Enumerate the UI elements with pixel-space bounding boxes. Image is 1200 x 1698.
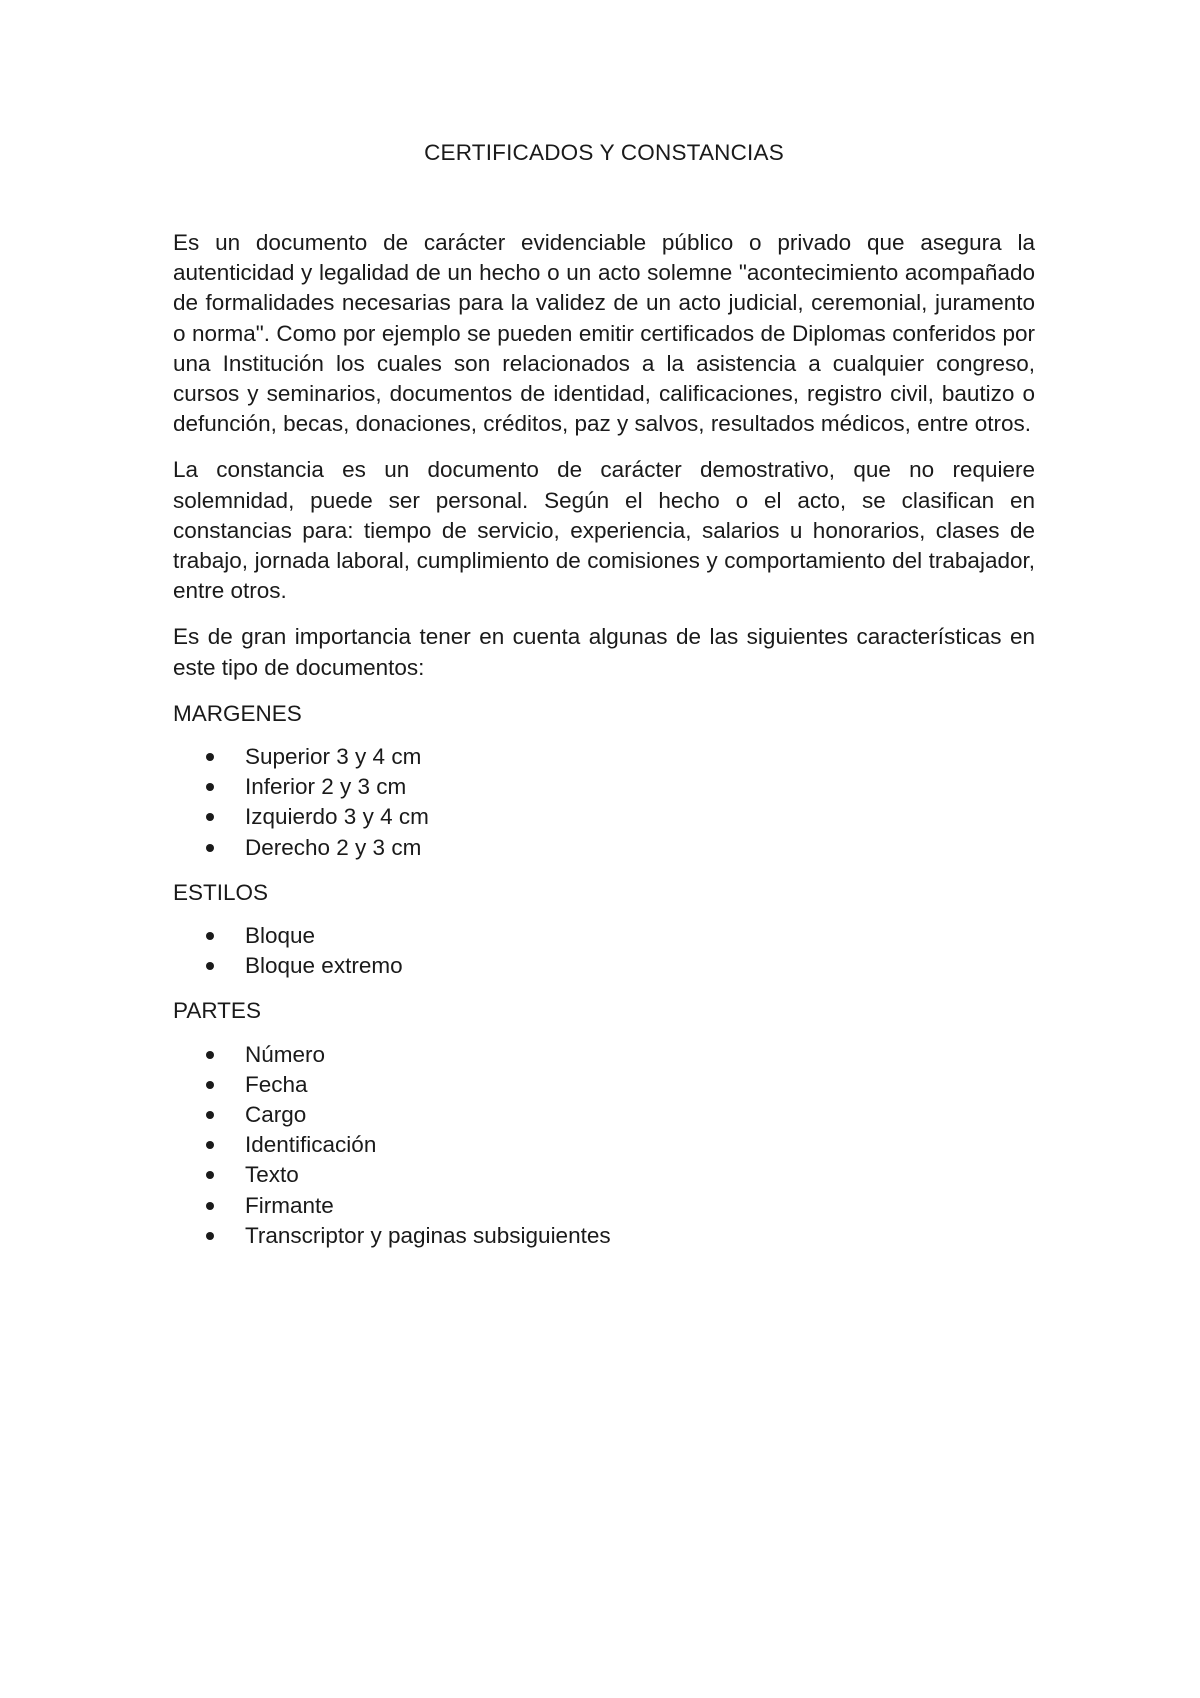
bullet-icon bbox=[206, 1111, 214, 1119]
list-item-text: Inferior 2 y 3 cm bbox=[245, 774, 407, 800]
list-estilos bbox=[173, 921, 1035, 981]
list-item bbox=[173, 1040, 1035, 1070]
list-item bbox=[173, 921, 1035, 951]
document-page bbox=[173, 138, 1035, 1266]
list-item bbox=[173, 1160, 1035, 1190]
paragraph-constancia: La constancia es un documento de carácter demostrativo, que no requiere solemnidad, puede ser personal. Según el hecho o el acto, se clasifican en constancias para: tiempo de servicio, experiencia, salarios u honorarios, clases de trabajo, jornada laboral, cumplimiento de comisiones y comportamiento del trabajador, entre otros. bbox=[173, 457, 1035, 604]
list-item-text: Firmante bbox=[245, 1192, 334, 1218]
list-item bbox=[173, 772, 1035, 802]
list-item-text: Bloque extremo bbox=[245, 953, 403, 979]
bullet-icon bbox=[206, 932, 214, 940]
list-item-text: Número bbox=[245, 1041, 326, 1067]
page-title: CERTIFICADOS Y CONSTANCIAS bbox=[424, 140, 784, 165]
bullet-icon bbox=[206, 844, 214, 852]
bullet-icon bbox=[206, 753, 214, 761]
list-item-text: Texto bbox=[245, 1162, 299, 1188]
section-heading-margenes: MARGENES bbox=[173, 700, 302, 726]
list-item bbox=[173, 802, 1035, 832]
list-item bbox=[173, 1070, 1035, 1100]
list-item-text: Derecho 2 y 3 cm bbox=[245, 834, 422, 860]
list-item bbox=[173, 742, 1035, 772]
list-item bbox=[173, 833, 1035, 863]
bullet-icon bbox=[206, 1081, 214, 1089]
list-item-text: Identificación bbox=[245, 1132, 377, 1158]
section-heading-estilos: ESTILOS bbox=[173, 879, 269, 905]
bullet-icon bbox=[206, 1232, 214, 1240]
bullet-icon bbox=[206, 1171, 214, 1179]
list-item bbox=[173, 1191, 1035, 1221]
list-item-text: Bloque bbox=[245, 923, 316, 949]
list-item-text: Izquierdo 3 y 4 cm bbox=[245, 804, 429, 830]
list-item bbox=[173, 1100, 1035, 1130]
list-margenes bbox=[173, 742, 1035, 863]
paragraph-definition: Es un documento de carácter evidenciable público o privado que asegura la autenticidad y legalidad de un hecho o un acto solemne "acontecimiento acompañado de formalidades necesarias para la validez de un acto judicial, ceremonial, juramento o norma". Como por ejemplo se pueden emitir certificados de Diplomas conferidos por una Institución los cuales son relacionados a la asistencia a cualquier congreso, cursos y seminarios, documentos de identidad, calificaciones, registro civil, bautizo o defunción, becas, donaciones, créditos, paz y salvos, resultados médicos, entre otros. bbox=[173, 230, 1035, 437]
list-item bbox=[173, 1221, 1035, 1251]
list-partes bbox=[173, 1040, 1035, 1251]
list-item-text: Fecha bbox=[245, 1071, 308, 1097]
paragraph-importance: Es de gran importancia tener en cuenta algunas de las siguientes características en este tipo de documentos: bbox=[173, 624, 1035, 680]
list-item-text: Cargo bbox=[245, 1102, 307, 1128]
list-item-text: Transcriptor y paginas subsiguientes bbox=[245, 1222, 611, 1248]
list-item-text: Superior 3 y 4 cm bbox=[245, 744, 422, 770]
bullet-icon bbox=[206, 1141, 214, 1149]
bullet-icon bbox=[206, 1202, 214, 1210]
bullet-icon bbox=[206, 813, 214, 821]
list-item bbox=[173, 951, 1035, 981]
bullet-icon bbox=[206, 783, 214, 791]
bullet-icon bbox=[206, 1051, 214, 1059]
bullet-icon bbox=[206, 962, 214, 970]
list-item bbox=[173, 1130, 1035, 1160]
section-heading-partes: PARTES bbox=[173, 998, 261, 1024]
